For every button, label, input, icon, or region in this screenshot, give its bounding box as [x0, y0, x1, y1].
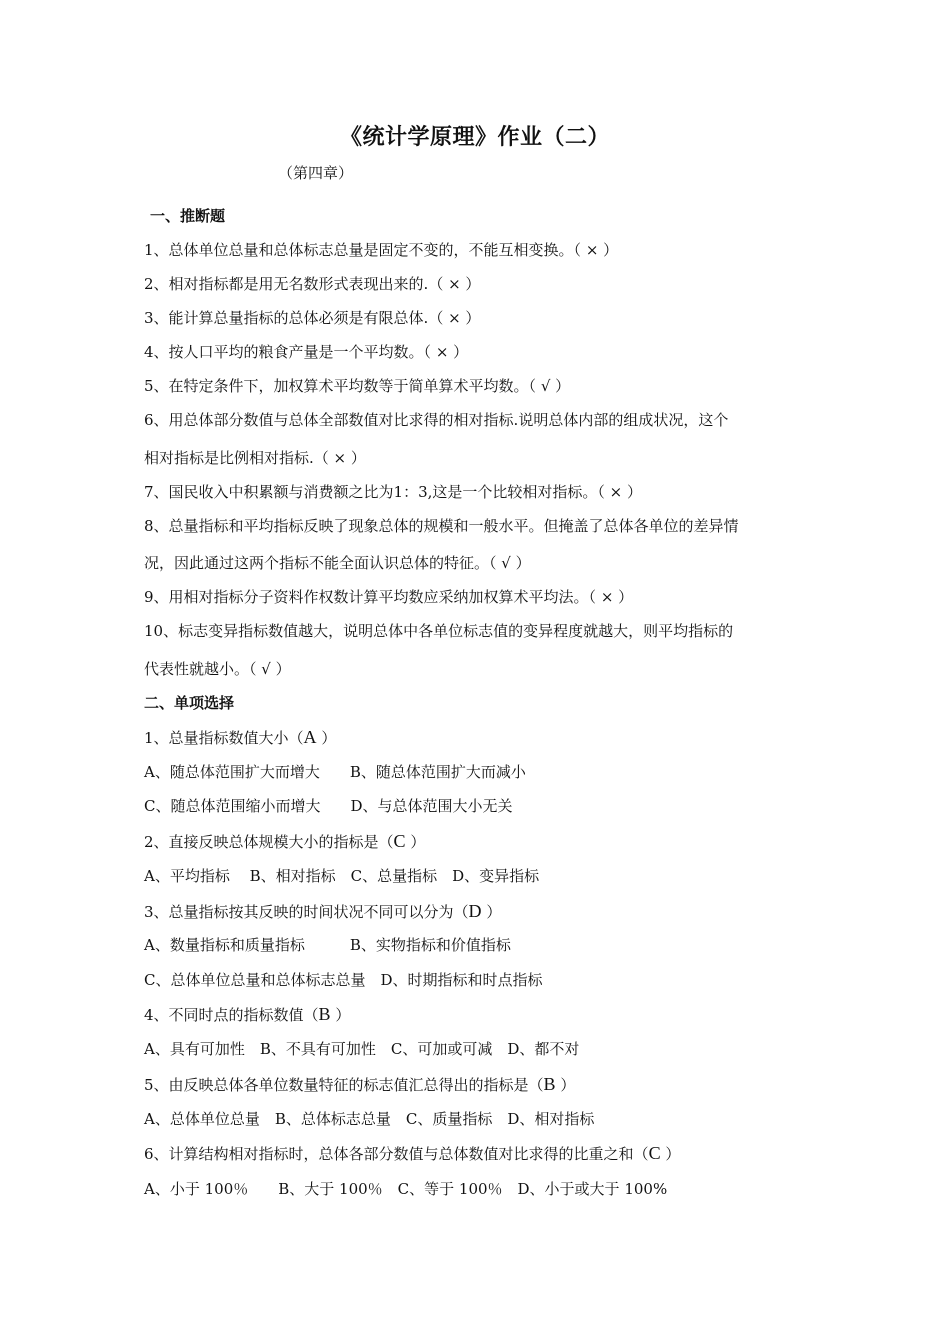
list-item: 8、总量指标和平均指标反映了现象总体的规模和一般水平。但掩盖了总体各单位的差异情 [144, 517, 739, 535]
option-line: A、随总体范围扩大而增大 B、随总体范围扩大而减小 [144, 763, 526, 781]
question-text: 6、计算结构相对指标时，总体各部分数值与总体数值对比求得的比重之和（ [144, 1145, 649, 1163]
question-stem [144, 1004, 350, 1025]
list-item: 6、用总体部分数值与总体全部数值对比求得的相对指标.说明总体内部的组成状况，这个 [144, 411, 729, 429]
option-line: A、小于 100％ B、大于 100％ C、等于 100％ D、小于或大于 100% [144, 1180, 668, 1198]
list-item: 3、能计算总量指标的总体必须是有限总体.（ × ） [144, 309, 481, 327]
answer-letter: B [318, 1004, 331, 1024]
question-text: 2、直接反映总体规模大小的指标是（ [144, 833, 394, 851]
question-text: 1、总量指标数值大小（ [144, 729, 304, 747]
chapter-subtitle: （第四章） [278, 164, 354, 182]
section-heading: 二、单项选择 [144, 694, 235, 712]
list-item: 相对指标是比例相对指标.（ × ） [144, 449, 366, 467]
question-close: ） [481, 903, 502, 921]
answer-letter: C [393, 831, 406, 851]
answer-letter: B [543, 1074, 556, 1094]
answer-letter: C [648, 1143, 661, 1163]
question-stem [144, 901, 501, 922]
question-close: ） [555, 1076, 576, 1094]
option-line: A、平均指标 B、相对指标 C、总量指标 D、变异指标 [144, 867, 540, 885]
list-item: 况，因此通过这两个指标不能全面认识总体的特征。（ √ ） [144, 554, 531, 572]
option-line: C、随总体范围缩小而增大 D、与总体范围大小无关 [144, 797, 513, 815]
list-item: 5、在特定条件下，加权算术平均数等于简单算术平均数。（ √ ） [144, 377, 571, 395]
question-close: ） [405, 833, 426, 851]
document-title: 《统计学原理》作业（二） [339, 124, 610, 150]
question-text: 3、总量指标按其反映的时间状况不同可以分为（ [144, 903, 469, 921]
option-line: C、总体单位总量和总体标志总量 D、时期指标和时点指标 [144, 971, 543, 989]
option-line: A、具有可加性 B、不具有可加性 C、可加或可减 D、都不对 [144, 1040, 580, 1058]
question-stem [144, 831, 425, 852]
list-item: 9、用相对指标分子资料作权数计算平均数应采纳加权算术平均法。（ × ） [144, 588, 634, 606]
answer-letter: D [468, 901, 482, 921]
option-line: A、总体单位总量 B、总体标志总量 C、质量指标 D、相对指标 [144, 1110, 595, 1128]
list-item: 7、国民收入中积累额与消费额之比为1：3,这是一个比较相对指标。（ × ） [144, 483, 643, 501]
question-stem [144, 1143, 680, 1164]
question-close: ） [660, 1145, 681, 1163]
list-item: 1、总体单位总量和总体标志总量是固定不变的，不能互相变换。（ × ） [144, 241, 619, 259]
list-item: 2、相对指标都是用无名数形式表现出来的.（ × ） [144, 275, 481, 293]
question-close: ） [330, 1006, 351, 1024]
list-item: 10、标志变异指标数值越大，说明总体中各单位标志值的变异程度就越大，则平均指标的 [144, 622, 734, 640]
question-text: 5、由反映总体各单位数量特征的标志值汇总得出的指标是（ [144, 1076, 544, 1094]
answer-letter: A [303, 727, 317, 747]
list-item: 4、按人口平均的粮食产量是一个平均数。（ × ） [144, 343, 469, 361]
question-stem [144, 727, 336, 748]
question-text: 4、不同时点的指标数值（ [144, 1006, 319, 1024]
section-heading: 一、推断题 [150, 207, 226, 225]
question-stem [144, 1074, 575, 1095]
question-close: ） [316, 729, 337, 747]
list-item: 代表性就越小。（ √ ） [144, 660, 291, 678]
option-line: A、数量指标和质量指标 B、实物指标和价值指标 [144, 936, 511, 954]
